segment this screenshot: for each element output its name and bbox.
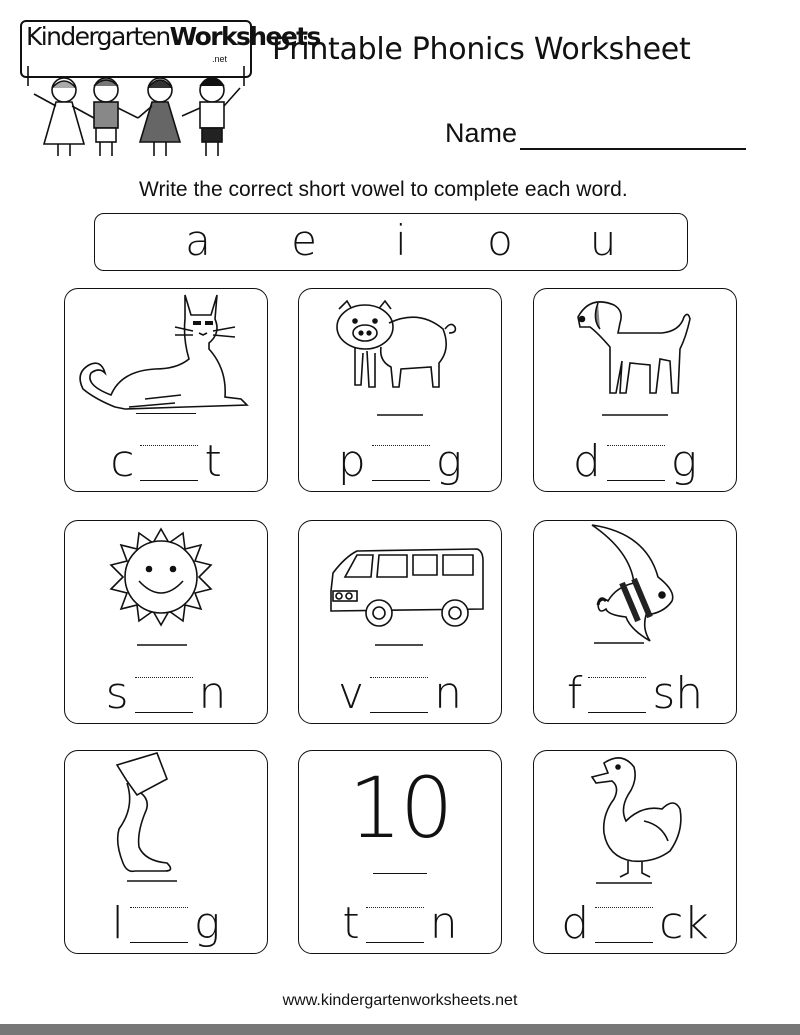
card-leg <box>64 750 268 954</box>
word-duck <box>534 897 736 949</box>
bottom-bar <box>0 1024 800 1035</box>
word-pig <box>299 435 501 487</box>
word-end: g <box>435 436 463 487</box>
word-end: g <box>193 898 221 949</box>
card-pig <box>298 288 502 492</box>
vowel-e: e <box>291 216 317 265</box>
cat-picture <box>65 289 267 429</box>
worksheet-title: Printable Phonics Worksheet <box>272 32 691 67</box>
word-van <box>299 667 501 719</box>
word-ten <box>299 897 501 949</box>
word-start: c <box>110 436 135 487</box>
card-sun <box>64 520 268 724</box>
name-write-line[interactable] <box>520 148 746 150</box>
site-logo <box>16 8 320 158</box>
word-start: v <box>338 668 365 719</box>
logo-text: KindergartenWorksheets <box>26 22 320 51</box>
sun-picture <box>65 521 267 661</box>
word-end: n <box>434 668 462 719</box>
van-picture <box>299 521 501 661</box>
card-cat <box>64 288 268 492</box>
vowel-blank[interactable] <box>135 677 193 713</box>
vowel-a: a <box>185 216 211 265</box>
name-label: Name <box>445 118 518 148</box>
vowel-o: o <box>487 216 513 265</box>
vowel-blank[interactable] <box>140 445 198 481</box>
logo-net: .net <box>212 54 228 64</box>
duck-picture <box>534 751 736 891</box>
word-start: t <box>342 898 360 949</box>
number-ten: 10 <box>348 759 452 857</box>
card-dog <box>533 288 737 492</box>
vowel-blank[interactable] <box>366 907 424 943</box>
leg-picture <box>65 751 267 891</box>
ten-picture <box>299 751 501 891</box>
vowel-blank[interactable] <box>130 907 188 943</box>
answer-line <box>373 873 427 874</box>
word-start: d <box>561 898 590 949</box>
answer-line <box>136 413 196 414</box>
word-end: g <box>670 436 698 487</box>
kids-illustration <box>26 66 246 158</box>
word-end: ck <box>659 898 709 949</box>
word-cat <box>65 435 267 487</box>
dog-picture <box>534 289 736 429</box>
card-duck <box>533 750 737 954</box>
vowel-bank <box>94 213 688 271</box>
word-dog <box>534 435 736 487</box>
word-end: n <box>429 898 458 949</box>
word-start: s <box>105 668 129 719</box>
word-leg <box>65 897 267 949</box>
vowel-blank[interactable] <box>372 445 430 481</box>
fish-picture <box>534 521 736 661</box>
word-start: p <box>337 436 366 487</box>
vowel-i: i <box>395 216 407 265</box>
vowel-u: u <box>589 216 617 265</box>
card-van <box>298 520 502 724</box>
vowel-blank[interactable] <box>588 677 646 713</box>
card-ten <box>298 750 502 954</box>
vowel-blank[interactable] <box>370 677 428 713</box>
card-fish <box>533 520 737 724</box>
vowel-blank[interactable] <box>595 907 653 943</box>
vowel-blank[interactable] <box>607 445 665 481</box>
pig-picture <box>299 289 501 429</box>
word-sun <box>65 667 267 719</box>
word-start: l <box>111 898 124 949</box>
word-end: t <box>204 436 222 487</box>
word-fish <box>534 667 736 719</box>
word-start: d <box>572 436 601 487</box>
word-start: f <box>566 668 583 719</box>
footer-url[interactable]: www.kindergartenworksheets.net <box>282 992 518 1009</box>
word-end: n <box>198 668 227 719</box>
instruction-text: Write the correct short vowel to complete each word. <box>139 178 628 201</box>
word-end: sh <box>652 668 704 719</box>
